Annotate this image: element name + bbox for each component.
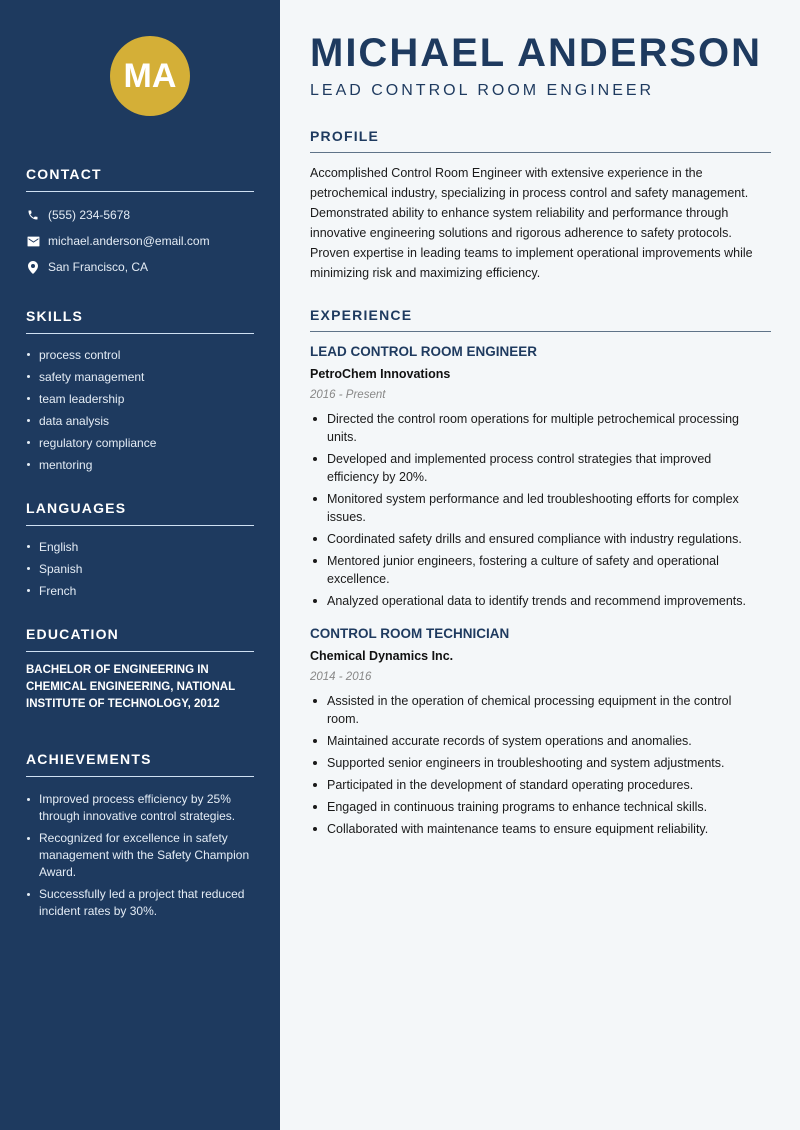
job-title: LEAD CONTROL ROOM ENGINEER [310, 344, 538, 359]
skill-item: safety management [26, 366, 254, 388]
languages-heading: LANGUAGES [26, 500, 254, 526]
language-item: English [26, 536, 254, 558]
achievement-item: Recognized for excellence in safety management with the Safety Champion Award. [26, 830, 254, 881]
job-bullet: Coordinated safety drills and ensured compliance with industry regulations. [310, 530, 771, 548]
education-heading: EDUCATION [26, 626, 254, 652]
phone-icon [26, 208, 40, 222]
location-text: San Francisco, CA [48, 260, 149, 274]
contact-email [26, 228, 254, 254]
job-bullet: Supported senior engineers in troubleshooting and system adjustments. [310, 754, 771, 772]
email-text[interactable]: michael.anderson@email.com [48, 234, 210, 248]
sidebar [0, 0, 280, 1130]
skill-item: team leadership [26, 388, 254, 410]
job-bullet: Developed and implemented process control strategies that improved efficiency by 20%. [310, 450, 771, 486]
job-dates: 2014 - 2016 [310, 671, 372, 683]
achievements-heading: ACHIEVEMENTS [26, 751, 254, 777]
job-bullet: Maintained accurate records of system operations and anomalies. [310, 732, 771, 750]
skill-item: process control [26, 344, 254, 366]
achievement-item: Improved process efficiency by 25% through innovative control strategies. [26, 791, 254, 825]
profile-summary: Accomplished Control Room Engineer with extensive experience in the petrochemical industry, specializing in process control and safety management. Demonstrated ability to enhance system reliability and performance through innovative engineering solutions and rigorous adherence to safety protocols. Proven expertise in leading teams to implement operational improvements while minimizing risk and maximizing efficiency. [310, 166, 753, 280]
education-section [26, 626, 254, 713]
job-bullet: Participated in the development of standard operating procedures. [310, 776, 771, 794]
skills-list [26, 344, 254, 476]
language-item: Spanish [26, 558, 254, 580]
job-bullet: Engaged in continuous training programs to enhance technical skills. [310, 798, 771, 816]
candidate-name: MICHAEL ANDERSON [310, 31, 763, 75]
experience-section [310, 307, 771, 838]
job-title: CONTROL ROOM TECHNICIAN [310, 626, 510, 641]
resume-header [310, 30, 771, 100]
job-bullets [310, 692, 771, 838]
job-bullet: Analyzed operational data to identify trends and recommend improvements. [310, 592, 771, 610]
main-content [280, 0, 800, 1130]
job-bullet: Directed the control room operations for multiple petrochemical processing units. [310, 410, 771, 446]
skills-heading: SKILLS [26, 308, 254, 334]
language-item: French [26, 580, 254, 602]
job-bullets [310, 410, 771, 610]
candidate-title: LEAD CONTROL ROOM ENGINEER [310, 82, 655, 99]
languages-section [26, 500, 254, 602]
job-company: PetroChem Innovations [310, 367, 451, 381]
achievement-item: Successfully led a project that reduced incident rates by 30%. [26, 886, 254, 920]
avatar-container [26, 36, 254, 116]
contact-heading: CONTACT [26, 166, 254, 192]
job-dates: 2016 - Present [310, 389, 386, 401]
skill-item: data analysis [26, 410, 254, 432]
skill-item: regulatory compliance [26, 432, 254, 454]
education-entry: BACHELOR OF ENGINEERING IN CHEMICAL ENGINEERING, NATIONAL INSTITUTE OF TECHNOLOGY, 2012 [26, 664, 235, 710]
contact-section [26, 166, 254, 280]
languages-list [26, 536, 254, 602]
skill-item: mentoring [26, 454, 254, 476]
job-bullet: Collaborated with maintenance teams to ensure equipment reliability. [310, 820, 771, 838]
achievements-section [26, 751, 254, 920]
skills-section [26, 308, 254, 476]
email-icon [26, 234, 40, 248]
job-bullet: Assisted in the operation of chemical processing equipment in the control room. [310, 692, 771, 728]
job-entry [310, 624, 771, 838]
profile-heading: PROFILE [310, 128, 771, 153]
job-entry [310, 342, 771, 610]
job-company: Chemical Dynamics Inc. [310, 649, 454, 663]
experience-heading: EXPERIENCE [310, 307, 771, 332]
profile-section [310, 128, 771, 283]
job-bullet: Monitored system performance and led troubleshooting efforts for complex issues. [310, 490, 771, 526]
achievements-list [26, 791, 254, 920]
location-pin-icon [26, 260, 40, 274]
contact-location [26, 254, 254, 280]
job-bullet: Mentored junior engineers, fostering a culture of safety and operational excellence. [310, 552, 771, 588]
phone-text: (555) 234-5678 [48, 208, 131, 222]
avatar: MA [110, 36, 190, 116]
contact-phone [26, 202, 254, 228]
